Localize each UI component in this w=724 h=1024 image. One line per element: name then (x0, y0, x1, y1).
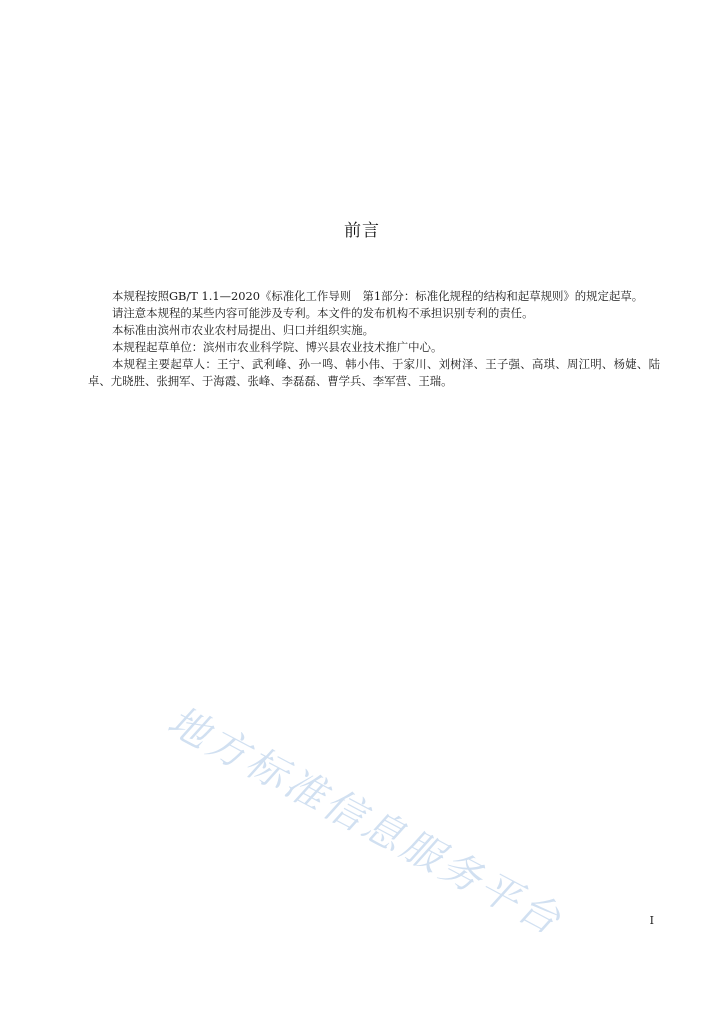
paragraph-patent-notice: 请注意本规程的某些内容可能涉及专利。本文件的发布机构不承担识别专利的责任。 (112, 306, 534, 320)
paragraph-drafters: 本规程主要起草人：王宁、武利峰、孙一鸣、韩小伟、于家川、刘树泽、王子强、高琪、周江明、杨婕、陆卓、尤晓胜、张拥军、于海霞、张峰、李磊磊、曹学兵、李军营、王瑞。 (88, 357, 660, 388)
page-title: 前言 (344, 221, 380, 241)
paragraph-standard-basis: 本规程按照GB/T 1.1—2020《标准化工作导则 第1部分：标准化规程的结构和起草规则》的规定起草。 (112, 289, 644, 303)
foreword-body (88, 288, 660, 390)
page-number: I (649, 914, 654, 927)
paragraph-drafting-units: 本规程起草单位：滨州市农业科学院、博兴县农业技术推广中心。 (112, 340, 443, 354)
watermark: 地方标准信息服务平台 (160, 697, 571, 946)
paragraph-proposer: 本标准由滨州市农业农村局提出、归口并组织实施。 (112, 323, 374, 337)
